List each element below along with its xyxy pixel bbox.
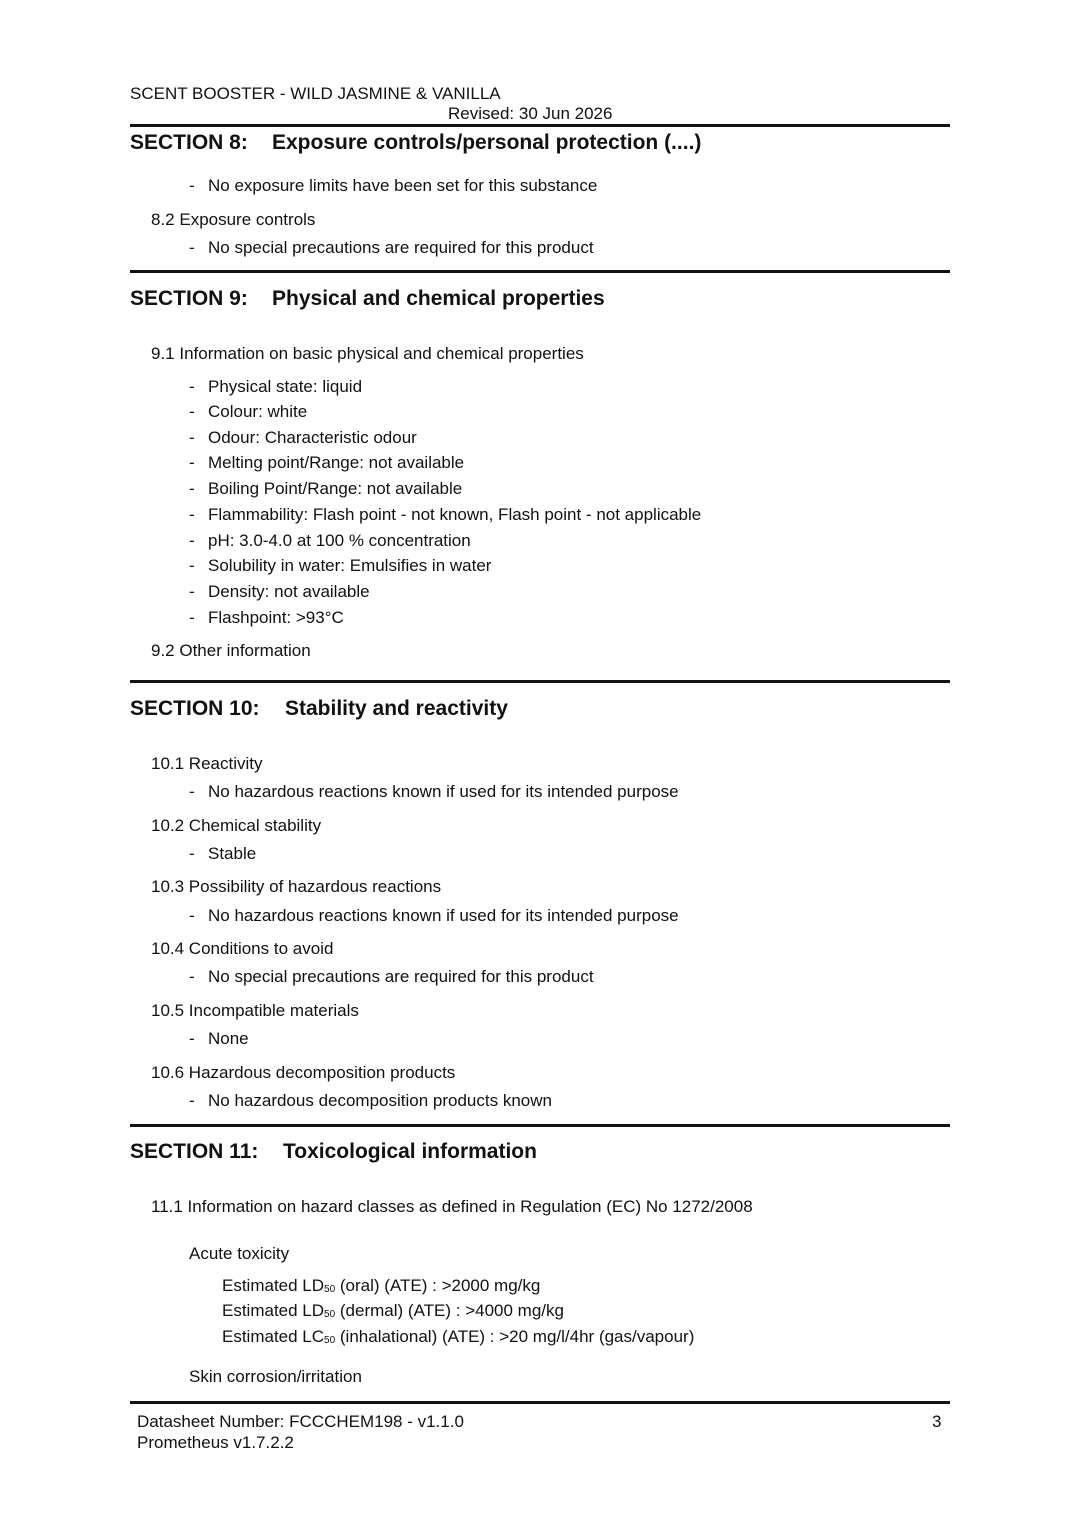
subsection-heading: 10.5 Incompatible materials: [151, 1001, 359, 1020]
datasheet-number: Datasheet Number: FCCCHEM198 - v1.1.0: [137, 1412, 464, 1431]
list-item: - No hazardous decomposition products known: [189, 1091, 552, 1110]
list-item: - Flashpoint: >93°C: [189, 608, 344, 627]
list-item: - None: [189, 1029, 249, 1048]
subsection-heading: 10.3 Possibility of hazardous reactions: [151, 877, 442, 896]
list-item: - Flammability: Flash point - not known, Flash point - not applicable: [189, 505, 702, 524]
subsection-heading: 10.4 Conditions to avoid: [151, 939, 334, 958]
section-rule: [130, 1124, 950, 1127]
ate-estimate: Estimated $LD_{50}$ (dermal) (ATE) : >4000 mg/kg: [222, 1301, 564, 1320]
section-title: Exposure controls/personal protection (....): [272, 131, 702, 154]
list-item: - Melting point/Range: not available: [189, 453, 465, 472]
list-item: - Colour: white: [189, 402, 308, 421]
list-item: - Odour: Characteristic odour: [189, 428, 417, 447]
ate-estimate: Estimated $LD_{50}$ (oral) (ATE) : >2000 mg/kg: [222, 1276, 541, 1295]
list-item: - Density: not available: [189, 582, 370, 601]
software-version: Prometheus v1.7.2.2: [137, 1433, 294, 1452]
list-item: - Physical state: liquid: [189, 377, 363, 396]
revised-date: Revised: 30 Jun 2026: [448, 104, 613, 123]
section-title: Toxicological information: [283, 1140, 537, 1163]
skin-corrosion-heading: Skin corrosion/irritation: [189, 1367, 362, 1386]
subsection-heading: 9.2 Other information: [151, 641, 311, 660]
list-item: - Boiling Point/Range: not available: [189, 479, 463, 498]
subsection-heading: 10.1 Reactivity: [151, 754, 263, 773]
section-11-heading: [130, 1140, 537, 1164]
subsection-heading: 11.1 Information on hazard classes as defined in Regulation (EC) No 1272/2008: [151, 1197, 753, 1216]
list-item: - No hazardous reactions known if used for its intended purpose: [189, 782, 679, 801]
section-number: SECTION 11:: [130, 1140, 259, 1163]
list-item: - No exposure limits have been set for this substance: [189, 176, 598, 195]
list-item: - No special precautions are required for this product: [189, 238, 594, 257]
section-9-heading: [130, 287, 605, 311]
section-number: SECTION 8:: [130, 131, 248, 154]
section-number: SECTION 9:: [130, 287, 248, 310]
section-number: SECTION 10:: [130, 697, 260, 720]
subsection-heading: 9.1 Information on basic physical and chemical properties: [151, 344, 584, 363]
footer-rule: [130, 1401, 950, 1404]
ate-estimate: Estimated $LC_{50}$ (inhalational) (ATE) : >20 mg/l/4hr (gas/vapour): [222, 1327, 695, 1346]
header-rule: [130, 124, 950, 127]
list-item: - Solubility in water: Emulsifies in water: [189, 556, 492, 575]
product-name: SCENT BOOSTER - WILD JASMINE & VANILLA: [130, 84, 501, 103]
section-rule: [130, 680, 950, 683]
subsection-heading: 10.2 Chemical stability: [151, 816, 322, 835]
section-8-heading: [130, 131, 701, 155]
subsection-heading: 8.2 Exposure controls: [151, 210, 316, 229]
list-item: - pH: 3.0-4.0 at 100 % concentration: [189, 531, 471, 550]
section-title: Stability and reactivity: [285, 697, 508, 720]
list-item: - No hazardous reactions known if used for its intended purpose: [189, 906, 679, 925]
page-number: 3: [932, 1412, 942, 1431]
subsection-heading: 10.6 Hazardous decomposition products: [151, 1063, 456, 1082]
section-rule: [130, 270, 950, 273]
list-item: - Stable: [189, 844, 257, 863]
section-10-heading: [130, 697, 508, 721]
section-title: Physical and chemical properties: [272, 287, 605, 310]
acute-toxicity-heading: Acute toxicity: [189, 1244, 290, 1263]
list-item: - No special precautions are required for this product: [189, 967, 594, 986]
